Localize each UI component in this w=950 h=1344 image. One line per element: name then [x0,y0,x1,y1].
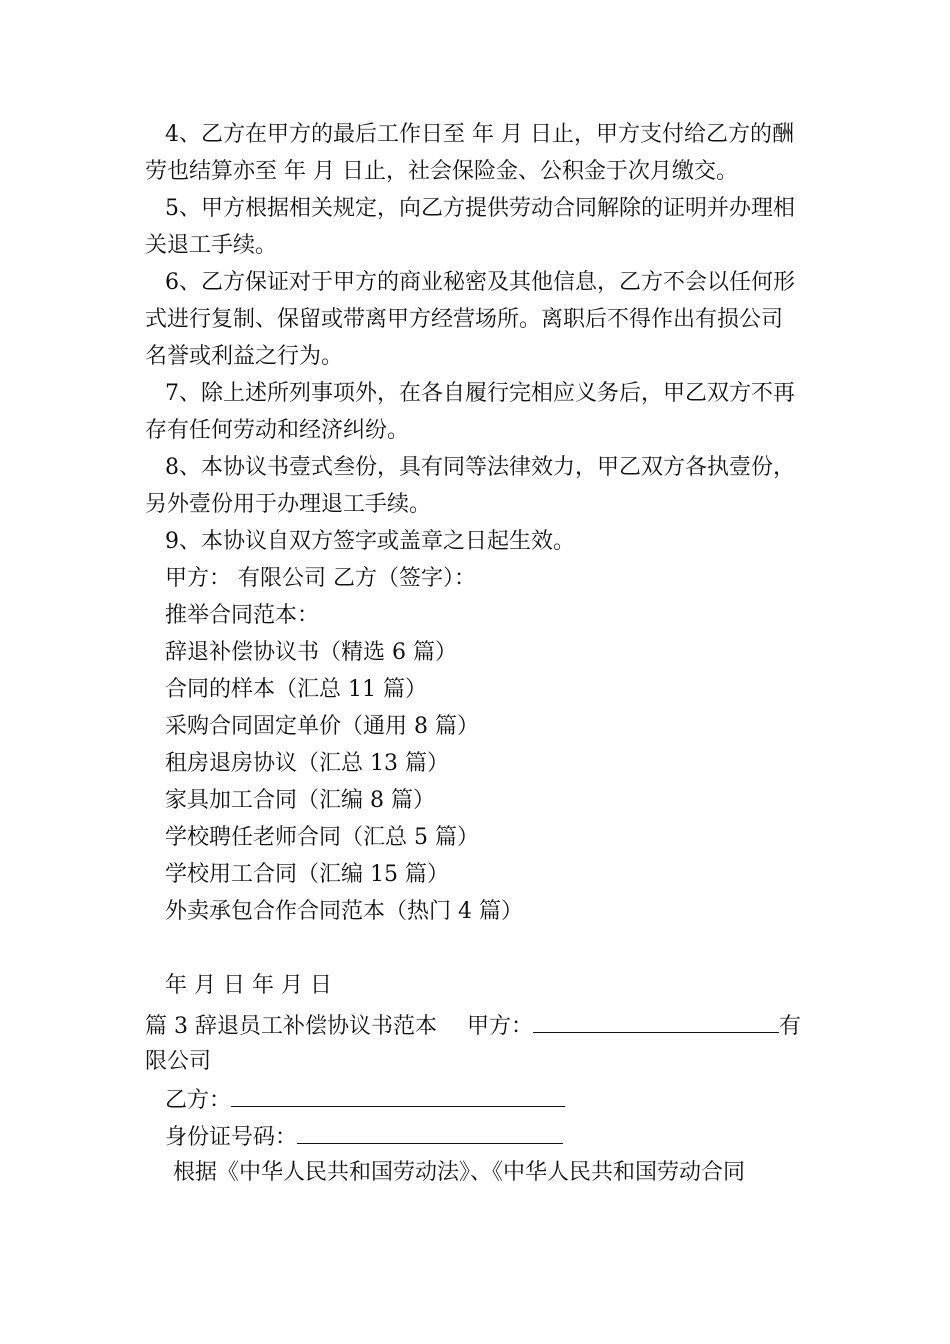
section-3-title: 篇 3 辞退员工补偿协议书范本 [145,1014,437,1039]
date-line: 年 月 日 年 月 日 [165,973,332,998]
signature-line: 甲方： 有限公司 乙方（签字）： [165,566,476,591]
paragraph-7-line-2: 存有任何劳动和经济纠纷。 [145,418,410,443]
recommended-item[interactable]: 辞退补偿协议书（精选 6 篇） [165,640,457,665]
party-b-line [165,1084,950,1116]
paragraph-5-line-1: 5、甲方根据相关规定，向乙方提供劳动合同解除的证明并办理相 [165,196,795,221]
recommended-item[interactable]: 外卖承包合作合同范本（热门 4 篇） [165,899,523,924]
id-number-blank [297,1121,563,1144]
recommended-item[interactable]: 合同的样本（汇总 11 篇） [165,677,427,702]
paragraph-8-line-1: 8、本协议书壹式叁份，具有同等法律效力，甲乙双方各执壹份， [165,455,795,480]
id-number-label: 身份证号码： [165,1125,298,1150]
paragraph-8-line-2: 另外壹份用于办理退工手续。 [145,492,432,517]
party-a-label: 甲方： [466,1014,533,1039]
recommended-item[interactable]: 学校聘任老师合同（汇总 5 篇） [165,825,479,850]
paragraph-6-line-2: 式进行复制、保留或带离甲方经营场所。离职后不得作出有损公司 [145,307,784,332]
paragraph-9: 9、本协议自双方签字或盖章之日起生效。 [165,529,575,554]
paragraph-5-line-2: 关退工手续。 [145,233,278,258]
paragraph-4-line-2: 劳也结算亦至 年 月 日止，社会保险金、公积金于次月缴交。 [145,159,738,184]
party-b-blank [231,1084,565,1107]
basis-paragraph: 根据《中华人民共和国劳动法》、《中华人民共和国劳动合同 [173,1160,746,1185]
id-number-line [165,1121,950,1153]
party-b-label: 乙方： [165,1088,232,1113]
section-3-heading-line [145,1010,950,1042]
paragraph-6-line-1: 6、乙方保证对于甲方的商业秘密及其他信息，乙方不会以任何形 [165,270,795,295]
recommended-item[interactable]: 家具加工合同（汇编 8 篇） [165,788,435,813]
paragraph-7-line-1: 7、除上述所列事项外，在各自履行完相应义务后，甲乙双方不再 [165,381,795,406]
paragraph-4-line-1: 4、乙方在甲方的最后工作日至 年 月 日止，甲方支付给乙方的酬 [165,122,794,147]
party-a-suffix: 有 [779,1014,802,1039]
recommended-item[interactable]: 学校用工合同（汇编 15 篇） [165,862,449,887]
recommended-item[interactable]: 租房退房协议（汇总 13 篇） [165,751,449,776]
paragraph-6-line-3: 名誉或利益之行为。 [145,344,344,369]
party-a-blank [533,1010,779,1033]
recommend-heading: 推举合同范本： [165,603,320,628]
recommended-item[interactable]: 采购合同固定单价（通用 8 篇） [165,714,479,739]
party-a-continuation: 限公司 [145,1049,212,1074]
